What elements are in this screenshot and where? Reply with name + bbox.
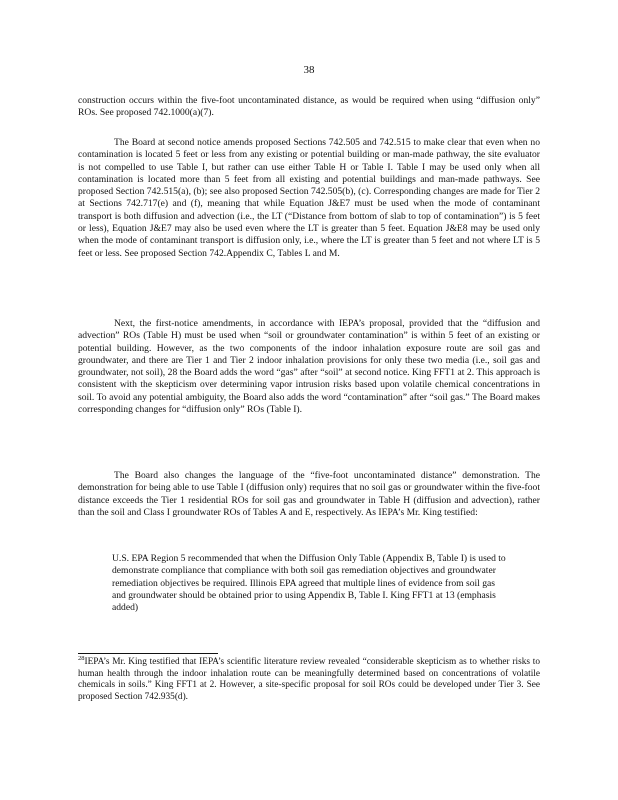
paragraph-five-foot-demonstration [78,470,540,519]
footnote-divider [78,653,218,654]
footnote-marker: 28 [78,654,85,662]
paragraph-text: construction occurs within the five-foot uncontaminated distance, as would be required when using “diffusion only” ROs. See proposed 742.1000(a)(7). [78,95,540,119]
paragraph-text: The Board also changes the language of the “five-foot uncontaminated distance” demonstration. The demonstration for being able to use Table I (diffusion only) requires that no soil gas or groundwater within the five-foot distance exceeds the Tier 1 residential ROs for soil gas and groundwater in Table H (diffusion and advection), rather than the soil and Class I groundwater ROs of Tables A and E, respectively. As IEPA’s Mr. King testified: [78,470,540,518]
footnote [78,654,540,703]
paragraph-text: Next, the first-notice amendments, in accordance with IEPA’s proposal, provided that the “diffusion and advection” ROs (Table H) must be used when “soil or groundwater contamination” is within 5 feet of an existing or potential building. However, as the two components of the indoor inhalation exposure route are soil gas and groundwater, and there are Tier 1 and Tier 2 indoor inhalation provisions for only these two media (i.e., soil gas and groundwater, not soil), 28 the Board adds the word “gas” after “soil” at second notice. King FFT1 at 2. This approach is consistent with the skepticism over determining vapor intrusion risks based upon volatile chemical concentrations in soil. To avoid any potential ambiguity, the Board also adds the word “contamination” after “soil gas.” The Board makes corresponding changes for “diffusion only” ROs (Table I). [78,318,540,416]
paragraph-text: The Board at second notice amends proposed Sections 742.505 and 742.515 to make clear that even when no contamination is located 5 feet or less from any existing or potential building or man-made pathway, the site evaluator is not compelled to use Table I, but rather can use either Table H or Table I. Table I may be used only when all contamination is located more than 5 feet from all existing and potential buildings and man-made pathways. See proposed Section 742.515(a), (b); see also proposed Section 742.505(b), (c). Corresponding changes are made for Tier 2 at Sections 742.717(e) and (f), meaning that while Equation J&E7 must be used when the mode of contaminant transport is both diffusion and advection (i.e., the LT (“Distance from bottom of slab to top of contamination”) is 5 feet or less), Equation J&E7 may also be used even where the LT is greater than 5 feet. Equation J&E8 may be used only when the mode of contaminant transport is diffusion only, i.e., where the LT is greater than 5 feet and not where LT is 5 feet or less. See proposed Section 742.Appendix C, Tables L and M. [78,137,540,259]
paragraph-board-amends [78,137,540,260]
quote-text: U.S. EPA Region 5 recommended that when the Diffusion Only Table (Appendix B, Table I) is used to demonstrate compliance that compliance with both soil gas remediation objectives and groundwater remediation objectives be required. Illinois EPA agreed that multiple lines of evidence from soil gas and groundwater should be obtained prior to using Appendix B, Table I. King FFT1 at 13 (emphasis added) [112,553,506,614]
paragraph-continuation [78,95,540,120]
paragraph-first-notice [78,318,540,416]
footnote-text: IEPA’s Mr. King testified that IEPA’s scientific literature review revealed “considerable skepticism as to whether risks to human health through the indoor inhalation route can be meaningfully determined based on concentrations of volatile chemicals in soils.” King FFT1 at 2. However, a site-specific proposal for soil ROs could be developed under Tier 3. See proposed Section 742.935(d). [78,657,540,702]
page-number: 38 [303,64,315,76]
block-quote [112,553,506,614]
